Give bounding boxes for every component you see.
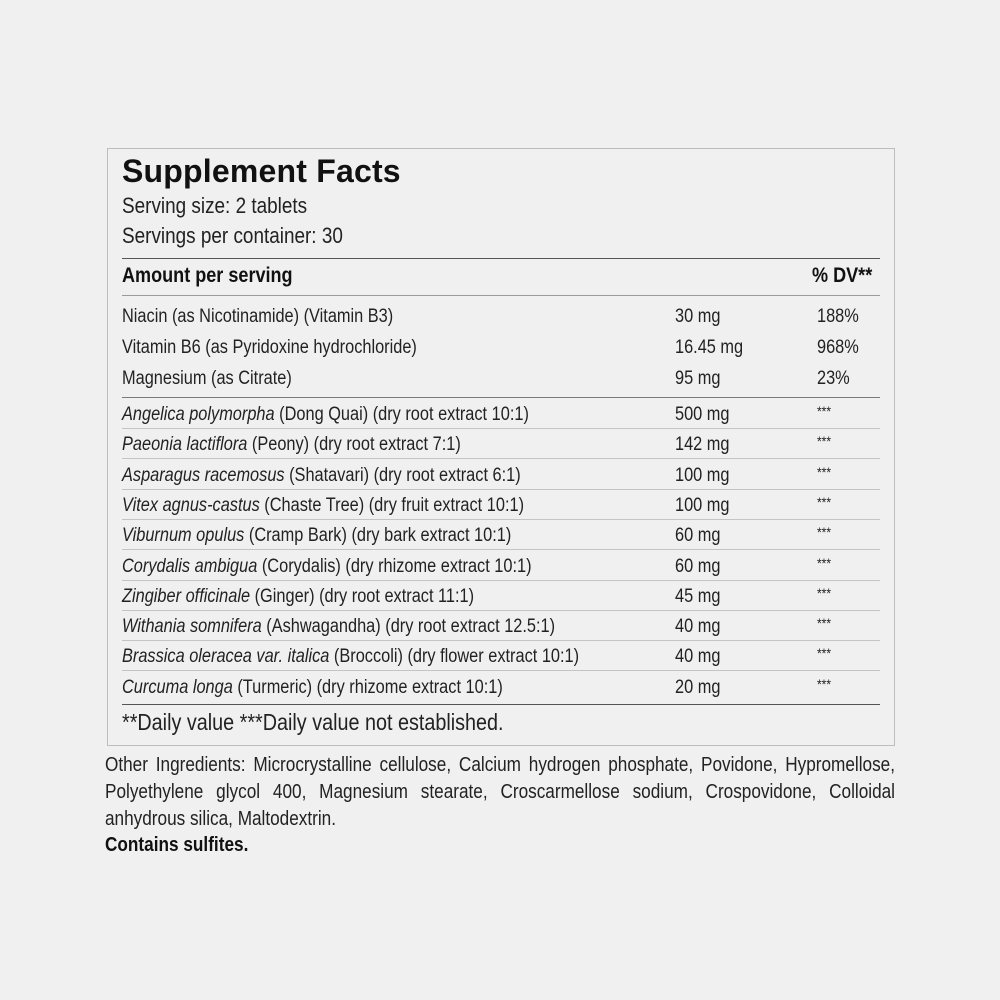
herb-name [122, 673, 503, 703]
herb-latin-name: Curcuma longa [122, 676, 233, 698]
herb-latin-name: Asparagus racemosus [122, 464, 285, 486]
herb-name [122, 642, 579, 672]
herb-name [122, 400, 529, 430]
row-divider [122, 519, 880, 520]
herb-description: (Chaste Tree) (dry fruit extract 10:1) [259, 494, 525, 516]
herb-row [122, 521, 880, 551]
herb-dv: *** [817, 433, 832, 450]
row-divider [122, 670, 880, 671]
herb-row [122, 582, 880, 612]
nutrient-name: Niacin (as Nicotinamide) (Vitamin B3) [122, 306, 394, 327]
nutrient-row [122, 333, 880, 363]
herb-name [122, 552, 532, 582]
herb-description: (Broccoli) (dry flower extract 10:1) [329, 646, 580, 668]
herb-name [122, 582, 474, 612]
herb-row [122, 642, 880, 672]
herb-name [122, 521, 511, 551]
herb-description: (Cramp Bark) (dry bark extract 10:1) [244, 525, 512, 547]
nutrient-name: Vitamin B6 (as Pyridoxine hydrochloride) [122, 337, 417, 358]
herb-amount: 500 mg [675, 404, 730, 425]
amount-per-serving-label: Amount per serving [122, 264, 293, 287]
header-row [122, 261, 880, 291]
herb-name [122, 430, 461, 460]
herb-dv: *** [817, 584, 832, 601]
herb-latin-name: Corydalis ambigua [122, 555, 258, 577]
herb-amount: 40 mg [675, 646, 721, 668]
herb-dv: *** [817, 645, 832, 662]
daily-value-footnote: **Daily value ***Daily value not established. [122, 709, 504, 735]
herb-name [122, 612, 555, 642]
herb-amount: 60 mg [675, 525, 721, 547]
nutrient-amount: 30 mg [675, 306, 721, 327]
nutrient-row [122, 364, 880, 394]
row-divider [122, 428, 880, 429]
herb-amount: 40 mg [675, 616, 721, 638]
herb-description: (Dong Quai) (dry root extract 10:1) [274, 404, 529, 425]
row-divider [122, 549, 880, 550]
herb-description: (Corydalis) (dry rhizome extract 10:1) [257, 555, 532, 577]
herb-row [122, 491, 880, 521]
herb-name [122, 491, 524, 521]
herb-description: (Turmeric) (dry rhizome extract 10:1) [232, 676, 503, 698]
herb-latin-name: Brassica oleracea var. italica [122, 646, 330, 668]
dv-header-label: % DV** [812, 264, 873, 287]
row-divider [122, 458, 880, 459]
herb-dv: *** [817, 463, 832, 480]
herb-row [122, 673, 880, 703]
herb-row [122, 430, 880, 460]
herb-row [122, 552, 880, 582]
allergen-statement: Contains sulfites. [105, 834, 249, 856]
herb-latin-name: Zingiber officinale [122, 585, 251, 607]
nutrient-amount: 16.45 mg [675, 337, 744, 358]
nutrient-dv: 188% [817, 306, 859, 327]
herb-amount: 100 mg [675, 464, 730, 486]
herb-dv: *** [817, 524, 832, 541]
row-divider [122, 489, 880, 490]
herb-description: (Shatavari) (dry root extract 6:1) [284, 464, 521, 486]
herb-description: (Ginger) (dry root extract 11:1) [250, 585, 475, 607]
herb-row [122, 400, 880, 430]
herb-row [122, 612, 880, 642]
herb-dv: *** [817, 403, 832, 419]
row-divider [122, 610, 880, 611]
herb-dv: *** [817, 554, 832, 571]
herb-dv: *** [817, 675, 832, 692]
servings-per-container: Servings per container: 30 [122, 223, 343, 248]
divider-header-bottom [122, 295, 880, 296]
herb-latin-name: Paeonia lactiflora [122, 434, 248, 456]
other-ingredients: Other Ingredients: Microcrystalline cellulose, Calcium hydrogen phosphate, Povidone, Hypromellose, Polyethylene glycol 400, Magnesium stearate, Croscarmellose sodium, Crospovidone, Colloidal anhydrous silica, Maltodextrin. [105, 754, 896, 830]
nutrient-amount: 95 mg [675, 368, 721, 389]
divider-vitamins-herbs [122, 397, 880, 398]
herb-amount: 60 mg [675, 555, 721, 577]
herb-latin-name: Vitex agnus-castus [122, 494, 260, 516]
herb-amount: 142 mg [675, 434, 730, 456]
herb-amount: 20 mg [675, 676, 721, 698]
herb-dv: *** [817, 615, 832, 632]
supplement-facts-panel [107, 148, 895, 746]
nutrient-row [122, 302, 880, 332]
herb-name [122, 461, 521, 491]
herb-amount: 45 mg [675, 585, 721, 607]
nutrient-dv: 23% [817, 368, 850, 389]
serving-size: Serving size: 2 tablets [122, 193, 308, 218]
divider-header-top [122, 258, 880, 259]
herb-row [122, 461, 880, 491]
herb-description: (Peony) (dry root extract 7:1) [247, 434, 461, 456]
herb-description: (Ashwagandha) (dry root extract 12.5:1) [261, 616, 556, 638]
panel-title: Supplement Facts [122, 153, 401, 189]
nutrient-name: Magnesium (as Citrate) [122, 368, 292, 389]
herb-dv: *** [817, 493, 832, 510]
divider-footnote [122, 704, 880, 705]
row-divider [122, 640, 880, 641]
herb-amount: 100 mg [675, 494, 730, 516]
herb-latin-name: Viburnum opulus [122, 525, 245, 547]
herb-latin-name: Angelica polymorpha [122, 404, 275, 425]
herb-latin-name: Withania somnifera [122, 616, 262, 638]
nutrient-dv: 968% [817, 337, 859, 358]
row-divider [122, 580, 880, 581]
